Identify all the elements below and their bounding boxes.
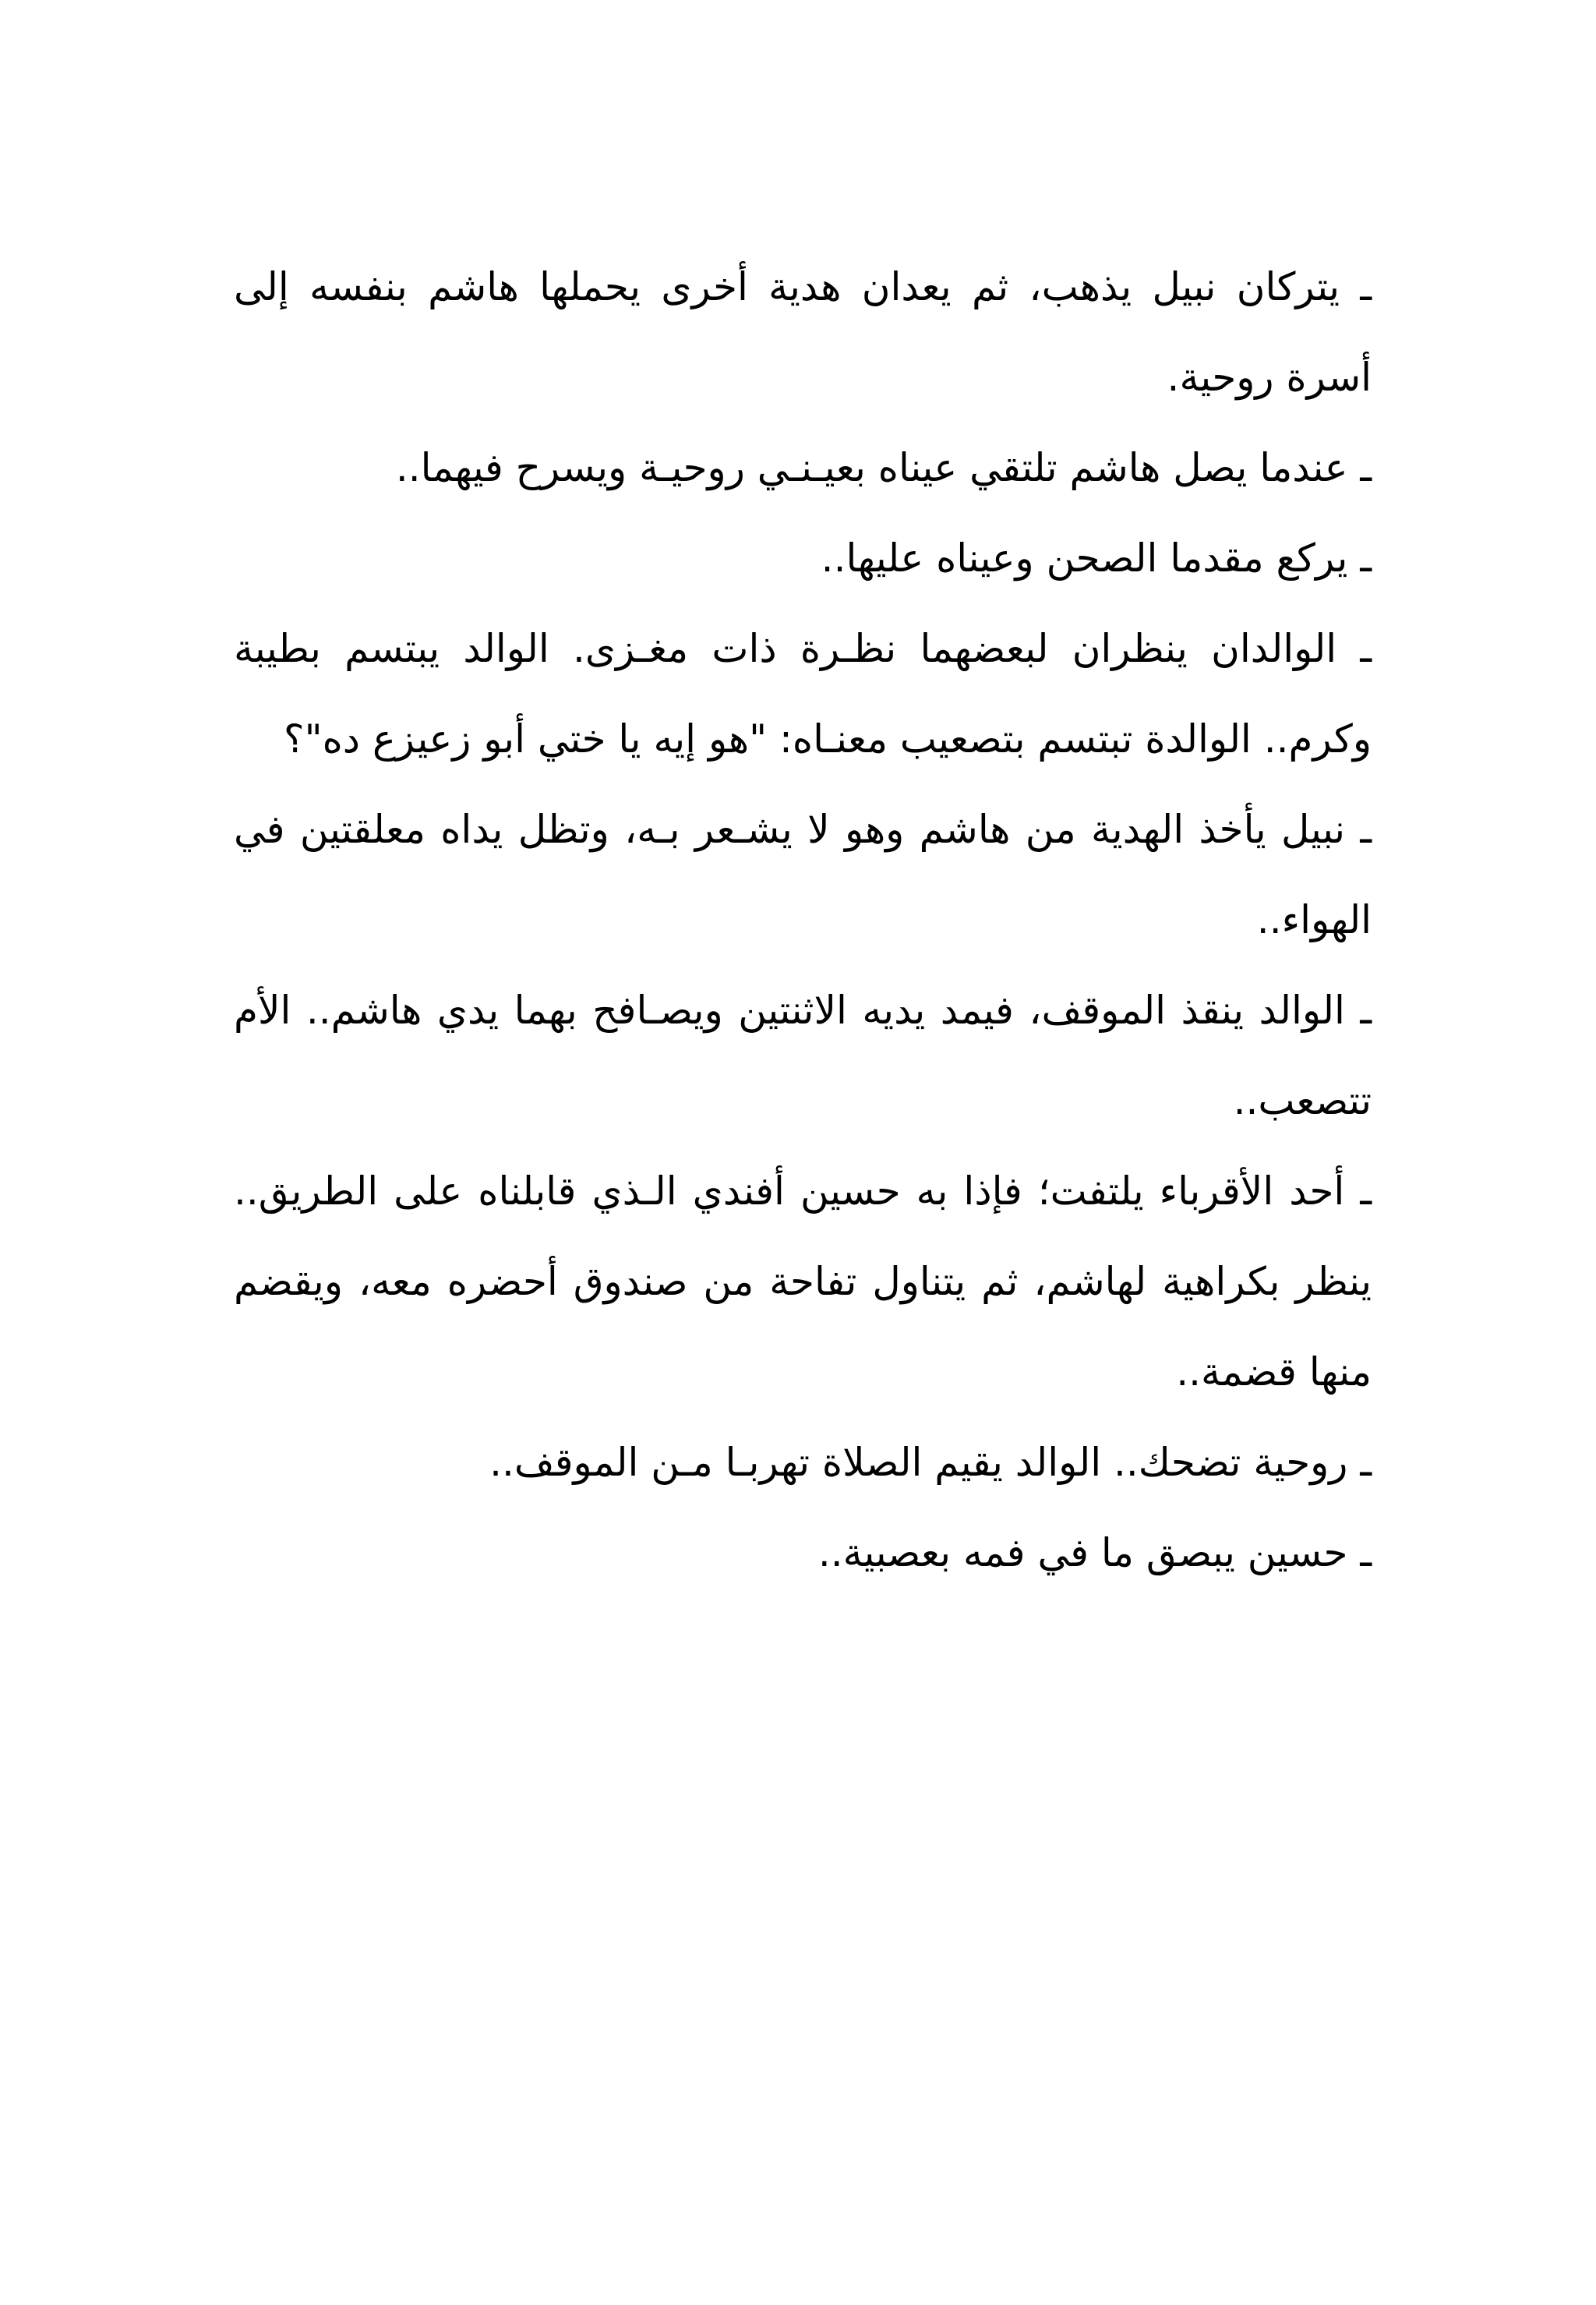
paragraph-9: ـ حسين يبصق ما في فمه بعصبية.. — [817, 1530, 1372, 1575]
paragraph-4: ـ الوالدان ينظران لبعضهما نظـرة ذات مغـزى. الوالد يبتسم بطيبة وكرم.. الوالدة تبتسم بتصعيب معنـاه: "هو إيه يا ختي أبو زعيزع ده"؟ — [234, 626, 1372, 762]
paragraph-8: ـ روحية تضحك.. الوالد يقيم الصلاة تهربـا مـن الموقف.. — [489, 1440, 1372, 1485]
paragraph-6: ـ الوالد ينقذ الموقف، فيمد يديه الاثنتين ويصـافح بهما يدي هاشم.. الأم تتصعب.. — [234, 988, 1372, 1123]
paragraph-7: ـ أحد الأقرباء يلتفت؛ فإذا به حسين أفندي الـذي قابلناه على الطريق.. ينظر بكراهية لهاشم، ثم يتناول تفاحة من صندوق أحضره معه، ويقضم منها قضمة.. — [234, 1168, 1372, 1395]
paragraph-1: ـ يتركان نبيل يذهب، ثم يعدان هدية أخرى يحملها هاشم بنفسه إلى أسرة روحية. — [234, 264, 1372, 400]
paragraph-5: ـ نبيل يأخذ الهدية من هاشم وهو لا يشـعر بـه، وتظل يداه معلقتين في الهواء.. — [234, 807, 1372, 942]
body-text — [234, 242, 1372, 1598]
paragraph-2: ـ عندما يصل هاشم تلتقي عيناه بعيـنـي روحيـة ويسرح فيهما.. — [395, 445, 1372, 490]
paragraph-3: ـ يركع مقدما الصحن وعيناه عليها.. — [821, 536, 1372, 581]
